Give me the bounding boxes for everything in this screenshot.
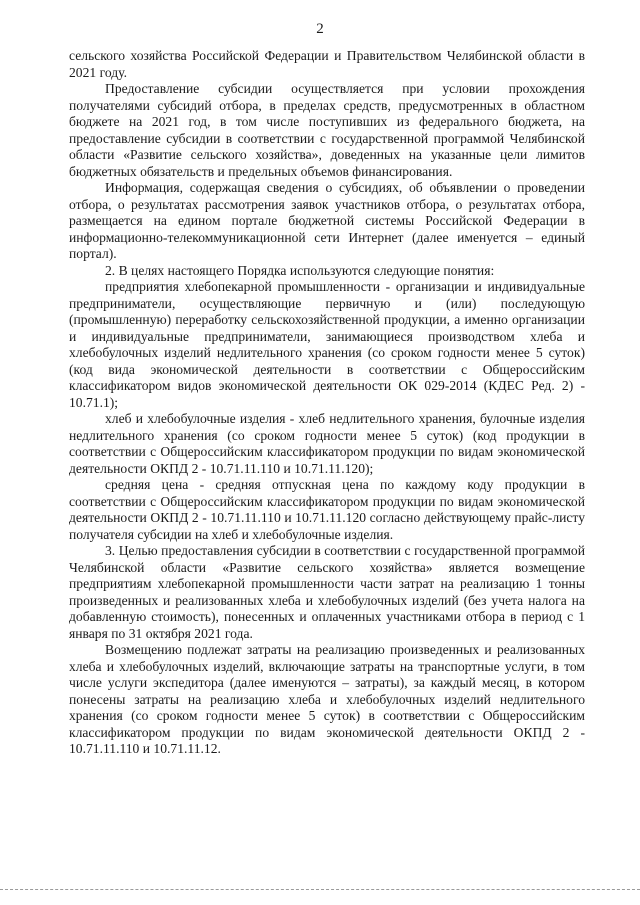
paragraph-definition-bread-products: хлеб и хлебобулочные изделия - хлеб недлительного хранения, булочные изделия недлительного хранения (со сроком годности менее 5 суток) (код продукции в соответствии с Общероссийским классификатором продукции по видам экономической деятельности ОКПД 2 - 10.71.11.110 и 10.71.11.120); — [69, 411, 585, 476]
paragraph-definitions-intro: 2. В целях настоящего Порядка используются следующие понятия: — [105, 262, 495, 278]
paragraph-information-portal: Информация, содержащая сведения о субсидиях, об объявлении о проведении отбора, о результатах рассмотрения заявок участников отбора, о результатах отбора, размещается на едином портале бюджетной системы Российской Федерации в информационно-телекоммуникационной сети Интернет (далее именуется – единый портал). — [69, 180, 585, 261]
paragraph-definition-bakery-enterprises: предприятия хлебопекарной промышленности - организации и индивидуальные предприниматели, осуществляющие первичную и (или) последующую (промышленную) переработку сельскохозяйственной продукции, а именно организации и индивидуальные предприниматели, занимающиеся производством хлеба и хлебобулочных изделий недлительного хранения (со сроком годности менее 5 суток) (код вида экономической деятельности в соответствии с Общероссийским классификатором видов экономической деятельности ОК 029-2014 (КДЕС Ред. 2) - 10.71.1); — [69, 279, 585, 410]
paragraph-definition-average-price: средняя цена - средняя отпускная цена по каждому коду продукции в соответствии с Общероссийским классификатором продукции по видам экономической деятельности ОКПД 2 - 10.71.11.110 и 10.71.11.120 согласно действующему прайс-листу получателя субсидии на хлеб и хлебобулочные изделия. — [69, 477, 585, 542]
page-number: 2 — [316, 21, 324, 37]
document-body — [69, 48, 585, 758]
paragraph-continuation: сельского хозяйства Российской Федерации и Правительством Челябинской области в 2021 году. — [69, 48, 585, 80]
paragraph-subsidy-purpose: 3. Целью предоставления субсидии в соответствии с государственной программой Челябинской области «Развитие сельского хозяйства» является возмещение предприятиям хлебопекарной промышленности части затрат на реализацию 1 тонны произведенных и реализованных хлеба и хлебобулочных изделий (без учета налога на добавленную стоимость), понесенных и оплаченных участниками отбора в период с 1 января по 31 октября 2021 года. — [69, 543, 585, 641]
paragraph-subsidy-conditions: Предоставление субсидии осуществляется при условии прохождения получателями субсидий отбора, в пределах средств, предусмотренных в областном бюджете на 2021 год, в том числе поступивших из федерального бюджета, на предоставление субсидии в соответствии с государственной программой Челябинской области «Развитие сельского хозяйства», доведенных на указанные цели лимитов бюджетных обязательств и предельных объемов финансирования. — [69, 81, 585, 179]
paragraph-reimbursable-costs: Возмещению подлежат затраты на реализацию произведенных и реализованных хлеба и хлебобулочных изделий, включающие затраты на транспортные услуги, в том числе услуги экспедитора (далее именуются – затраты), за каждый месяц, в котором понесены затраты на реализацию хлеба и хлебобулочных изделий недлительного хранения (со сроком годности менее 5 суток) в соответствии с Общероссийским классификатором продукции по видам экономической деятельности ОКПД 2 - 10.71.11.110 и 10.71.11.12. — [69, 642, 585, 756]
page-bottom-rule — [0, 889, 640, 890]
